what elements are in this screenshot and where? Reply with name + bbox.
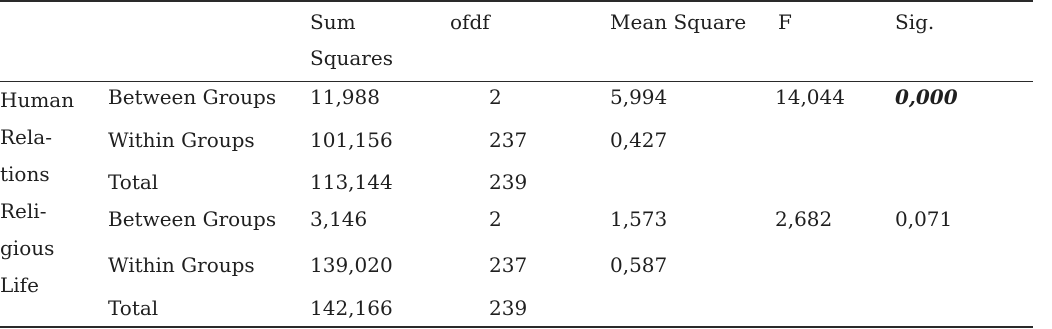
group-label-line: gious <box>0 236 55 260</box>
row-df: 237 <box>489 128 528 152</box>
row-sum-squares: 142,166 <box>310 296 393 320</box>
row-mean-square: 1,573 <box>610 207 668 231</box>
row-sig: 0,071 <box>895 207 953 231</box>
row-sum-squares: 3,146 <box>310 207 368 231</box>
row-sum-squares: 101,156 <box>310 128 393 152</box>
header-rule <box>0 81 1033 82</box>
header-df: ofdf <box>450 10 490 34</box>
header-mean-square: Mean Square <box>610 10 747 34</box>
row-sum-squares: 11,988 <box>310 85 380 109</box>
row-mean-square: 0,587 <box>610 253 668 277</box>
header-sum-squares-line2: Squares <box>310 46 393 70</box>
row-df: 239 <box>489 296 528 320</box>
group-label-religious-life <box>0 193 54 304</box>
row-df: 2 <box>489 207 502 231</box>
row-source: Within Groups <box>108 253 255 277</box>
group-label-line: Reli- <box>0 199 47 223</box>
group-label-line: Life <box>0 273 39 297</box>
row-df: 237 <box>489 253 528 277</box>
row-mean-square: 5,994 <box>610 85 668 109</box>
row-sig: 0,000 <box>895 85 958 109</box>
row-source: Within Groups <box>108 128 255 152</box>
row-f: 2,682 <box>775 207 833 231</box>
table-bottom-rule <box>0 326 1033 328</box>
table-top-rule <box>0 0 1033 2</box>
row-source: Total <box>108 296 159 320</box>
header-sum-squares-line1: Sum <box>310 10 356 34</box>
row-source: Total <box>108 170 159 194</box>
row-f: 14,044 <box>775 85 845 109</box>
row-source: Between Groups <box>108 207 277 231</box>
group-label-line: tions <box>0 162 50 186</box>
row-sum-squares: 113,144 <box>310 170 393 194</box>
row-mean-square: 0,427 <box>610 128 668 152</box>
row-sum-squares: 139,020 <box>310 253 393 277</box>
row-df: 239 <box>489 170 528 194</box>
header-f: F <box>778 10 792 34</box>
row-df: 2 <box>489 85 502 109</box>
group-label-human-relations <box>0 82 74 193</box>
row-source: Between Groups <box>108 85 277 109</box>
header-sig: Sig. <box>895 10 935 34</box>
group-label-line: Rela- <box>0 125 52 149</box>
group-label-line: Human <box>0 88 75 112</box>
